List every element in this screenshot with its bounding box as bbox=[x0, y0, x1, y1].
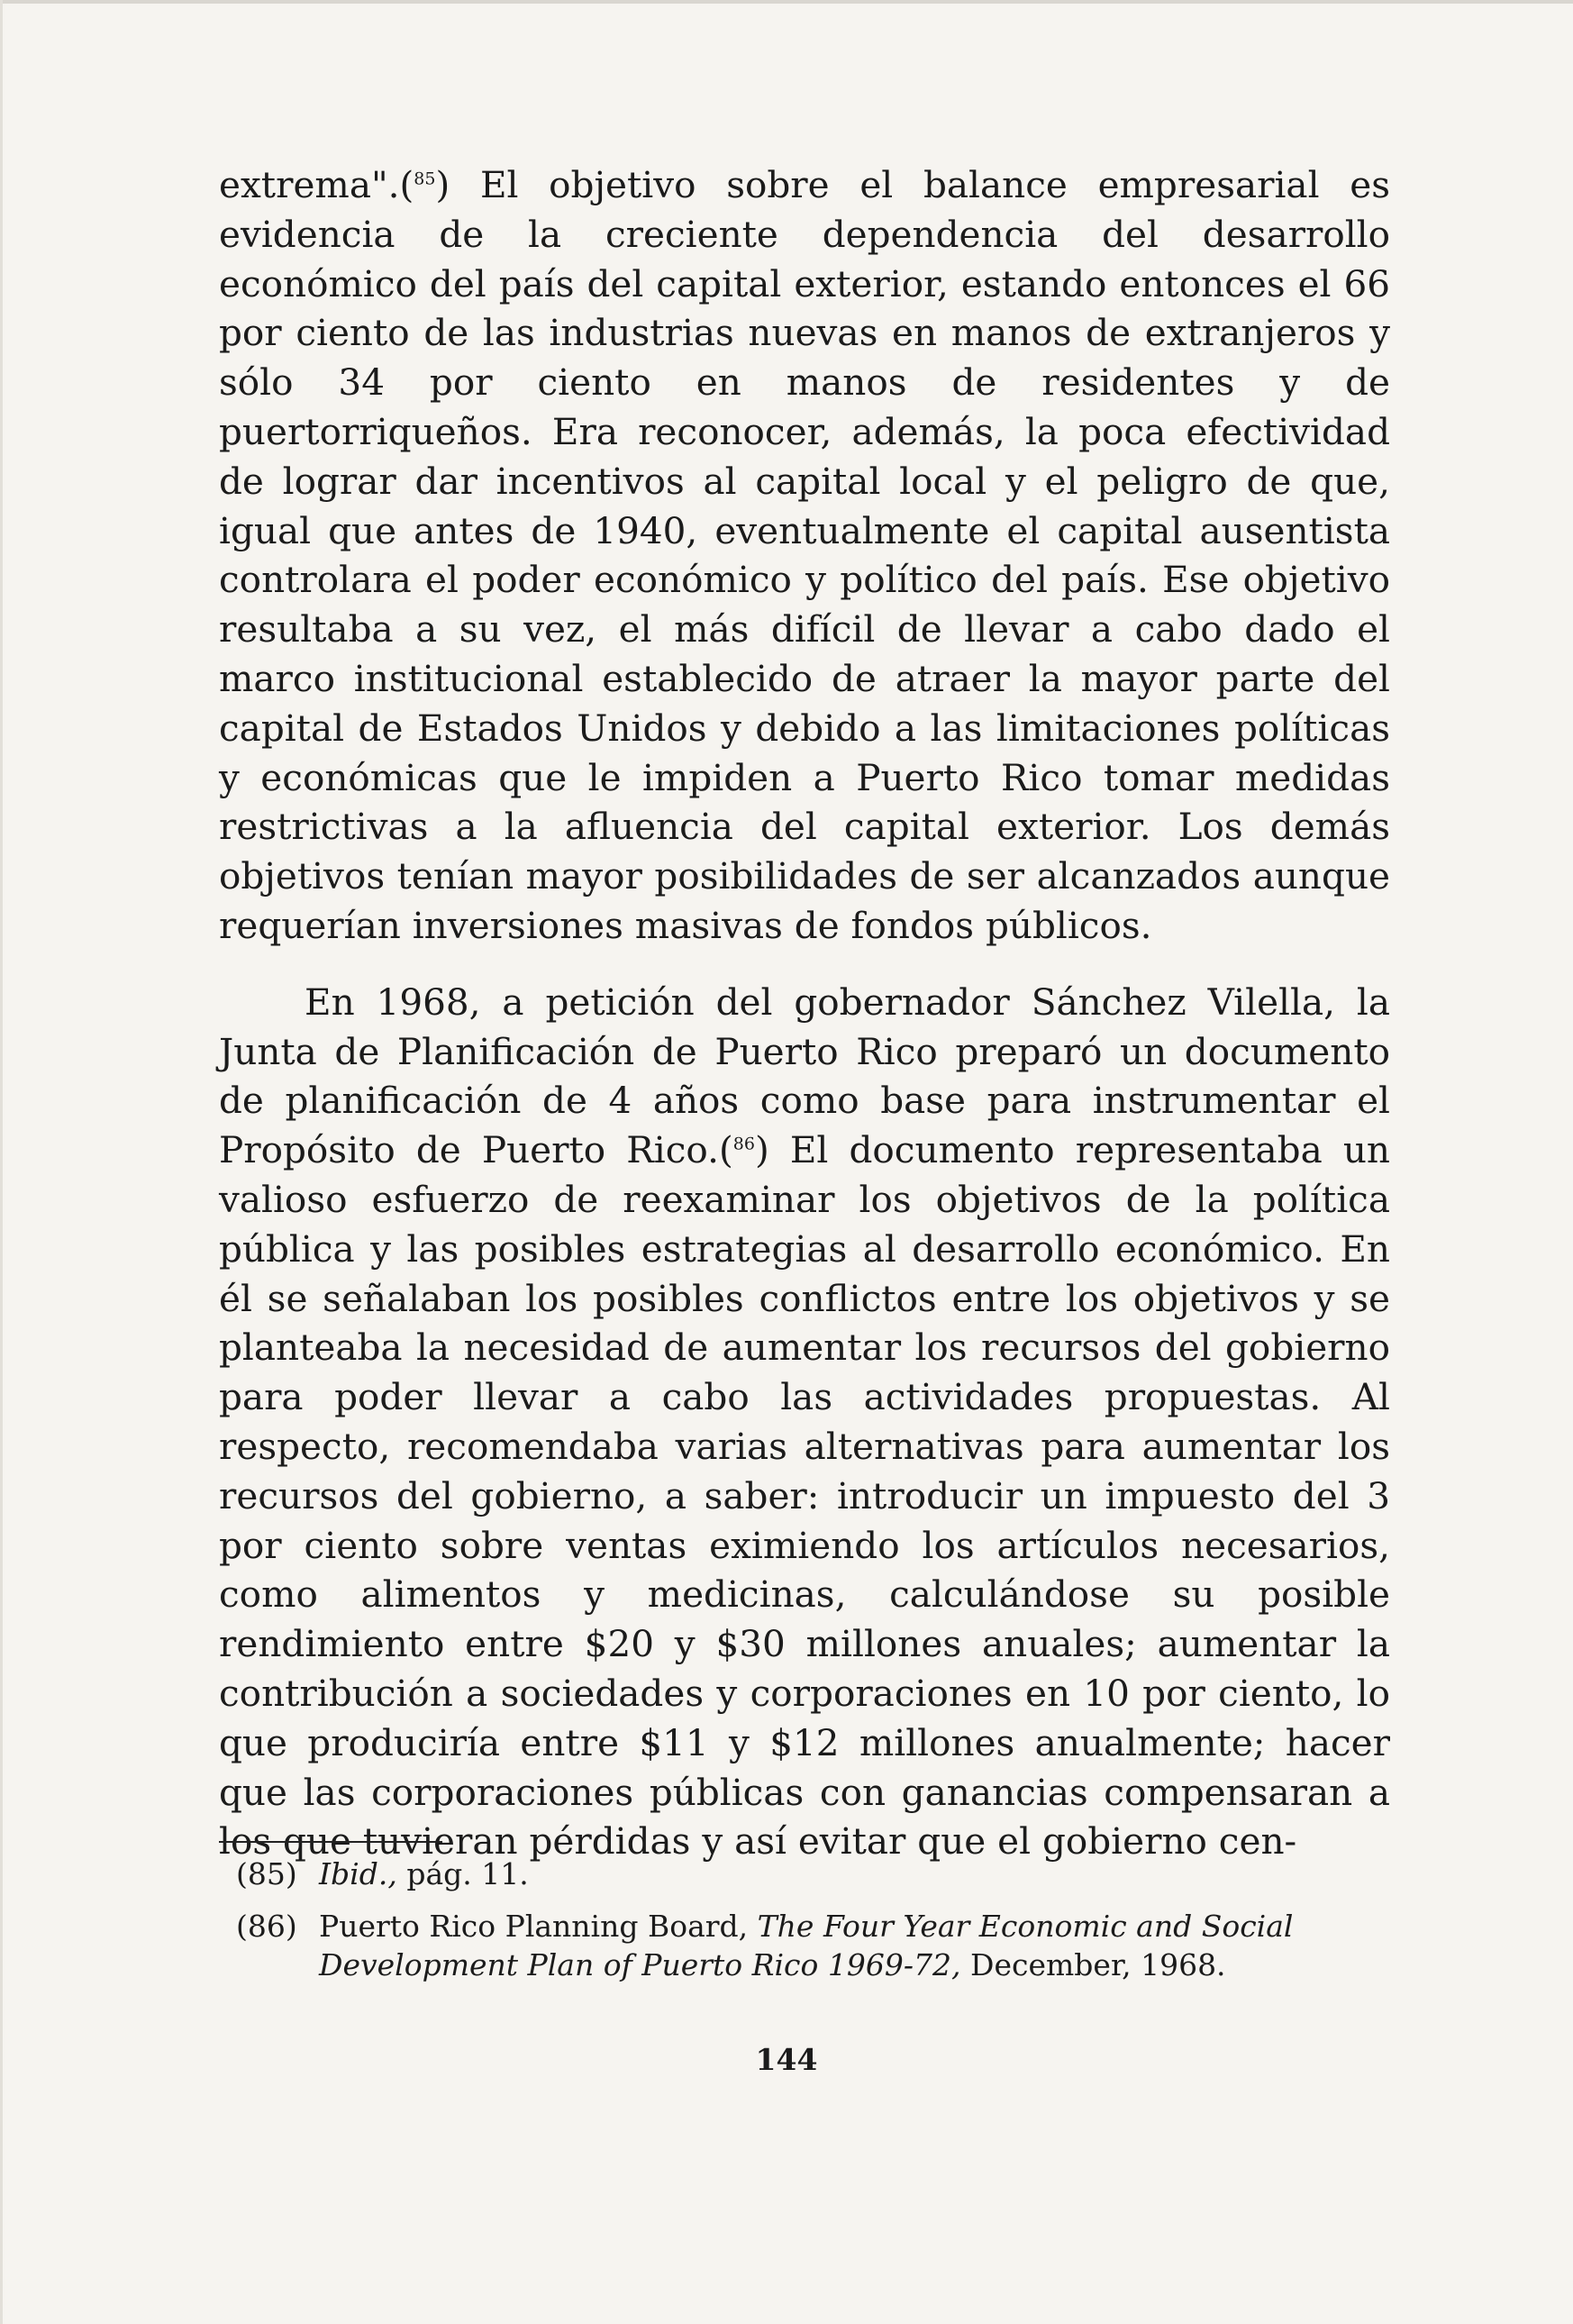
paragraph-2-rest: ) El documento representaba un valioso esfuerzo de reexaminar los objetivos de la política pública y las posibles estrategias al desarrollo económico. En él se señalaban los posibles conflictos entre los objetivos y se planteaba la necesidad de aumentar los recursos del gobierno para poder llevar a cabo las actividades propuestas. Al respecto, recomendaba varias alternativas para aumentar los recursos del gobierno, a saber: introducir un impuesto del 3 por ciento sobre ventas eximiendo los artículos necesarios, como alimentos y medicinas, calculándose su posible rendimiento entre $20 y $30 millones anuales; aumentar la contribución a sociedades y corporaciones en 10 por ciento, lo que produciría entre $11 y $12 millones anualmente; hacer que las corporaciones públicas con ganancias compensaran a los que tuvieran pérdidas y así evitar que el gobierno cen- bbox=[219, 1128, 1390, 1864]
footnote-text bbox=[319, 1907, 1394, 1984]
footnote-85 bbox=[236, 1855, 1394, 1893]
footnote-lead: Puerto Rico Planning Board, bbox=[319, 1909, 758, 1944]
footnote-number: (86) bbox=[236, 1909, 297, 1944]
footnote-number: (85) bbox=[236, 1856, 297, 1891]
footnote-rest: December, 1968. bbox=[960, 1947, 1226, 1982]
footnote-separator bbox=[219, 1841, 442, 1843]
paragraph-1 bbox=[219, 160, 1390, 951]
paragraph-2 bbox=[219, 978, 1390, 1866]
footnote-ref-85: 85 bbox=[414, 169, 436, 189]
footnote-86 bbox=[236, 1907, 1394, 1984]
footnote-rest: pág. 11. bbox=[396, 1856, 529, 1891]
page-number: 144 bbox=[755, 2042, 818, 2077]
body-text bbox=[219, 160, 1390, 1866]
footnotes bbox=[236, 1855, 1394, 1998]
footnote-italic-title: The Four Year Economic and Social Development Plan of Puerto Rico 1969-72, bbox=[319, 1909, 1294, 1982]
footnote-ref-86: 86 bbox=[732, 1134, 755, 1154]
page-left-edge bbox=[0, 0, 3, 2324]
footnote-italic: Ibid., bbox=[319, 1856, 397, 1891]
page-top-edge bbox=[0, 0, 1573, 4]
paragraph-1-rest: ) El objetivo sobre el balance empresarial es evidencia de la creciente dependencia del desarrollo económico del país del capital exterior, estando entonces el 66 por ciento de las industrias nuevas en manos de extranjeros y sólo 34 por ciento en manos de residentes y de puertorriqueños. Era reconocer, además, la poca efectividad de lograr dar incentivos al capital local y el peligro de que, igual que antes de 1940, eventualmente el capital ausentista controlara el poder económico y político del país. Ese objetivo resultaba a su vez, el más difícil de llevar a cabo dado el marco institucional establecido de atraer la mayor parte del capital de Estados Unidos y debido a las limitaciones políticas y económicas que le impiden a Puerto Rico tomar medidas restrictivas a la afluencia del capital exterior. Los demás objetivos tenían mayor posibilidades de ser alcanzados aunque requerían inversiones masivas de fondos públicos. bbox=[219, 163, 1390, 947]
paragraph-1-start: extrema".( bbox=[219, 163, 414, 206]
paragraph-2-start: En 1968, a petición del gobernador Sánchez Vilella, la Junta de Planificación de Puerto Rico preparó un documento de planificación de 4 años como base para instrumentar el Propósito de Puerto Rico.( bbox=[219, 980, 1390, 1172]
footnote-text bbox=[319, 1855, 1394, 1893]
